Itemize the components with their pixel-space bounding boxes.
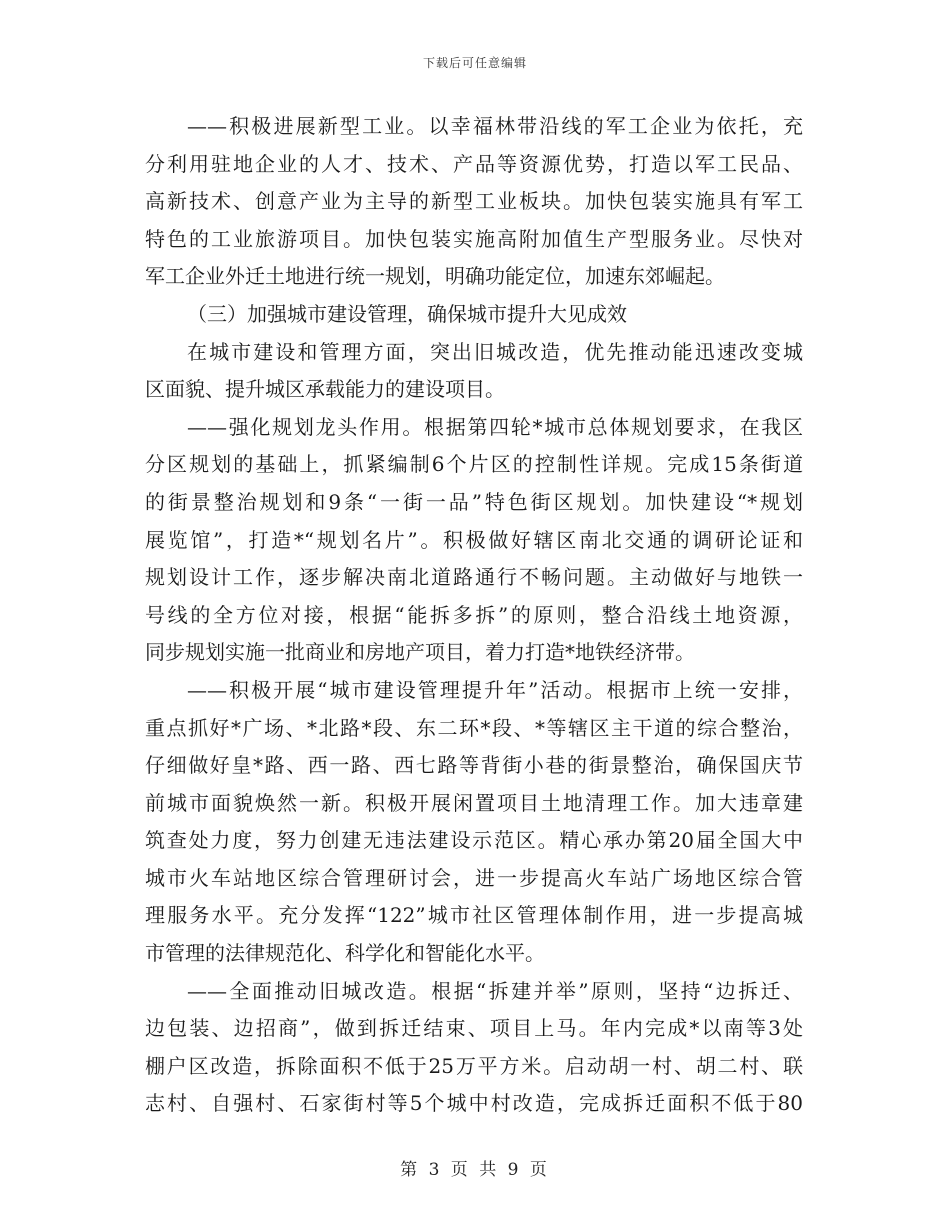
text-line: 理服务水平。充分发挥“122”城市社区管理体制作用，进一步提高城 <box>145 903 803 928</box>
text-line: 志村、自强村、石家街村等5个城中村改造，完成拆迁面积不低于80 <box>145 1091 803 1116</box>
text-line: （三）加强城市建设管理，确保城市提升大见成效 <box>187 301 627 326</box>
document-body <box>145 108 803 1123</box>
text-line: ——全面推动旧城改造。根据“拆建并举”原则，坚持“边拆迁、 <box>187 978 803 1003</box>
text-line: 高新技术、创意产业为主导的新型工业板块。加快包装实施具有军工 <box>145 189 803 214</box>
text-line: 展览馆”，打造*“规划名片”。积极做好辖区南北交通的调研论证和 <box>145 527 803 552</box>
text-line: 市管理的法律规范化、科学化和智能化水平。 <box>145 941 545 966</box>
text-line: 同步规划实施一批商业和房地产项目，着力打造*地铁经济带。 <box>145 640 695 665</box>
text-line: ——积极进展新型工业。以幸福林带沿线的军工企业为依托，充 <box>187 114 803 138</box>
paragraph <box>145 108 803 296</box>
text-line: 棚户区改造，拆除面积不低于25万平方米。启动胡一村、胡二村、联 <box>145 1053 803 1078</box>
text-line: 筑查处力度，努力创建无违法建设示范区。精心承办第20届全国大中 <box>145 828 803 853</box>
page-header: 下载后可任意编辑 <box>422 56 527 70</box>
paragraph <box>145 409 803 672</box>
text-line: 特色的工业旅游项目。加快包装实施高附加值生产型服务业。尽快对 <box>145 226 803 251</box>
text-line: 分区规划的基础上，抓紧编制6个片区的控制性详规。完成15条街道 <box>145 452 803 477</box>
text-line: 区面貌、提升城区承载能力的建设项目。 <box>145 377 505 402</box>
text-line: ——强化规划龙头作用。根据第四轮*城市总体规划要求，在我区 <box>187 414 803 439</box>
text-line: 规划设计工作，逐步解决南北道路通行不畅问题。主动做好与地铁一 <box>145 565 803 590</box>
text-line: 分利用驻地企业的人才、技术、产品等资源优势，打造以军工民品、 <box>145 151 803 176</box>
text-line: 仔细做好皇*路、西一路、西七路等背街小巷的街景整治，确保国庆节 <box>145 753 803 778</box>
text-line: 号线的全方位对接，根据“能拆多拆”的原则，整合沿线土地资源， <box>145 602 803 627</box>
paragraph <box>145 296 803 334</box>
text-line: 在城市建设和管理方面，突出旧城改造，优先推动能迅速改变城 <box>187 339 803 364</box>
text-line: 的街景整治规划和9条“一街一品”特色街区规划。加快建设“*规划 <box>145 489 803 514</box>
text-line: ——积极开展“城市建设管理提升年”活动。根据市上统一安排， <box>187 677 803 702</box>
text-line: 前城市面貌焕然一新。积极开展闲置项目土地清理工作。加大违章建 <box>145 790 803 815</box>
text-line: 边包装、边招商”，做到拆迁结束、项目上马。年内完成*以南等3处 <box>145 1016 803 1041</box>
page-footer: 第 3 页 共 9 页 <box>400 1160 550 1180</box>
text-line: 军工企业外迁土地进行统一规划，明确功能定位，加速东郊崛起。 <box>145 264 725 289</box>
text-line: 重点抓好*广场、*北路*段、东二环*段、*等辖区主干道的综合整治， <box>145 715 803 740</box>
text-line: 城市火车站地区综合管理研讨会，进一步提高火车站广场地区综合管 <box>145 865 803 890</box>
paragraph <box>145 334 803 409</box>
paragraph <box>145 973 803 1123</box>
paragraph <box>145 672 803 973</box>
